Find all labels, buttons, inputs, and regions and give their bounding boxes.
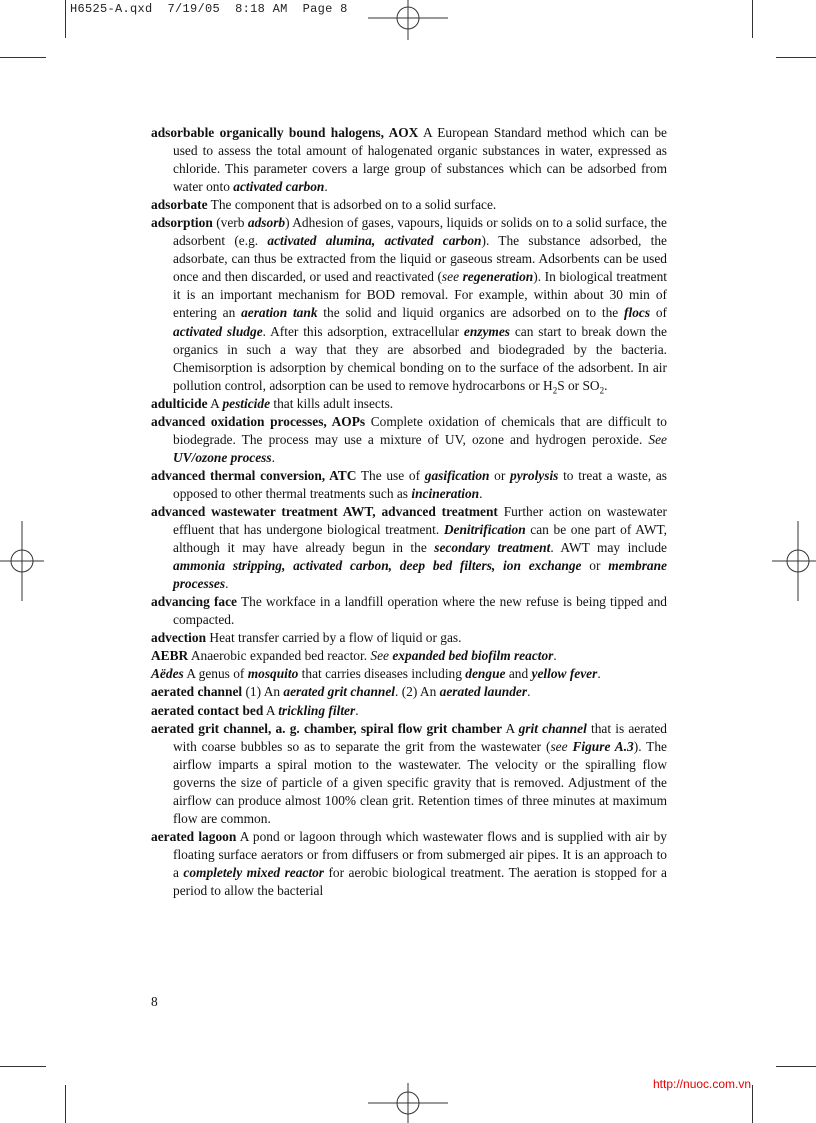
cross-reference: flocs	[624, 305, 651, 321]
definition-text: 2	[552, 385, 558, 396]
definition-text: A	[502, 720, 519, 736]
glossary-entry	[151, 665, 667, 683]
glossary-entry	[151, 467, 667, 503]
glossary-term: aerated channel	[151, 684, 243, 700]
cross-reference: pesticide	[222, 395, 271, 411]
cross-reference: activated alumina, activated carbon	[267, 233, 482, 249]
cross-reference: pyrolysis	[510, 467, 559, 483]
glossary-entry	[151, 196, 667, 214]
crop-mark-bottom-left-v	[65, 1085, 66, 1123]
cross-reference: activated carbon	[233, 179, 325, 195]
italic-text: See	[370, 648, 389, 664]
slug-page: Page 8	[302, 2, 348, 16]
cross-reference: ammonia stripping, activated carbon, deep bed filters, ion exchange	[173, 558, 582, 574]
definition-text: .	[604, 377, 608, 393]
definition-text: The component that is adsorbed on to a solid surface.	[207, 197, 497, 213]
italic-text: See	[648, 431, 667, 447]
cross-reference: expanded bed biofilm reactor	[392, 648, 554, 664]
page-number: 8	[151, 994, 158, 1009]
crop-mark-top-right-v	[752, 0, 753, 38]
definition-text: .	[479, 485, 483, 501]
definition-text: ). The substance adsorbed, the adsorbate, can thus be extracted from the liquid or gaseous stream. Adsorbents can be used once and then discarded, or used and reactivated (	[173, 233, 667, 285]
cross-reference: trickling filter	[278, 702, 356, 718]
crop-mark-top-right-h	[776, 57, 816, 58]
definition-text: to treat a waste, as opposed to other thermal treatments such as	[173, 467, 667, 501]
glossary-term: advanced wastewater treatment AWT, advanced treatment	[151, 503, 498, 519]
cross-reference: aeration tank	[241, 305, 318, 321]
glossary-entry	[151, 828, 667, 900]
cross-reference: aerated launder	[439, 684, 528, 700]
definition-text: . (2) An	[395, 684, 440, 700]
cross-reference: yellow fever	[531, 666, 598, 682]
glossary-entry	[151, 629, 667, 647]
definition-text: The workface in a landfill operation where the new refuse is being tipped and compacted.	[173, 594, 667, 628]
glossary-term: advancing face	[151, 594, 238, 610]
cross-reference: adsorb	[247, 215, 286, 231]
definition-text: and	[505, 666, 532, 682]
glossary-entry	[151, 503, 667, 593]
crop-mark-bottom-right-v	[752, 1085, 753, 1123]
definition-text: .	[324, 179, 328, 195]
footer-url-link[interactable]: http://nuoc.com.vn	[653, 1077, 752, 1091]
cross-reference: regeneration	[462, 269, 534, 285]
definition-text: that is aerated with coarse bubbles so as to separate the grit from the wastewater (	[173, 720, 668, 754]
definition-text: 2	[599, 385, 605, 396]
print-slug	[70, 2, 348, 16]
definition-text: ). In biological treatment it is an important mechanism for BOD removal. For example, within about 30 min of entering an	[173, 269, 667, 321]
definition-text: .	[527, 684, 531, 700]
definition-text: Heat transfer carried by a flow of liquid or gas.	[206, 630, 462, 646]
definition-text: or	[489, 467, 511, 483]
registration-mark-left-icon	[0, 521, 44, 601]
glossary-term: advanced thermal conversion, ATC	[151, 467, 357, 483]
glossary-term: aerated contact bed	[151, 702, 264, 718]
definition-text: A European Standard method which can be used to assess the total amount of halogenated organic substances in water, expressed as chloride. This parameter covers a large group of substances which can be adsorbed from water onto	[173, 125, 667, 195]
cross-reference: activated sludge	[173, 323, 263, 339]
crop-mark-top-left-h	[0, 57, 46, 58]
crop-mark-bottom-right-h	[776, 1066, 816, 1067]
definition-text: .	[597, 666, 601, 682]
cross-reference: incineration	[411, 485, 480, 501]
definition-text: A pond or lagoon through which wastewater flows and is supplied with air by floating surface aerators or from diffusers or from submerged air pipes. It is an approach to a	[173, 828, 667, 880]
registration-mark-right-icon	[772, 521, 816, 601]
definition-text: for aerobic biological treatment. The aeration is stopped for a period to allow the bacterial	[173, 864, 668, 898]
glossary-term: aerated lagoon	[151, 828, 237, 844]
cross-reference: mosquito	[247, 666, 299, 682]
crop-mark-bottom-left-h	[0, 1066, 46, 1067]
definition-text: that carries diseases including	[298, 666, 466, 682]
definition-text: .	[553, 648, 557, 664]
definition-text: S or SO	[557, 377, 600, 393]
slug-time: 8:18 AM	[235, 2, 288, 16]
cross-reference: membrane processes	[173, 558, 667, 592]
glossary-column	[151, 124, 667, 900]
slug-file: H6525-A.qxd	[70, 2, 153, 16]
glossary-term: AEBR	[151, 648, 189, 664]
cross-reference: enzymes	[463, 323, 510, 339]
definition-text: .	[355, 702, 359, 718]
glossary-entry	[151, 720, 667, 828]
glossary-term: adsorption	[151, 215, 213, 231]
glossary-term: advection	[151, 630, 207, 646]
definition-text: Further action on wastewater effluent that has undergone biological treatment.	[173, 503, 667, 538]
definition-text: can start to break down the organics in such a way that they are absorbed and biodegraded by the bacteria. Chemisorption is adsorption by chemical bonding on to the surface of the adsorbent. In air pollution control, adsorption can be used to remove hydrocarbons or H	[173, 323, 667, 393]
crop-mark-top-left-v	[65, 0, 66, 38]
definition-text: ) Adhesion of gases, vapours, liquids or solids on to a solid surface, the adsorbent (e.g.	[173, 215, 668, 249]
cross-reference: secondary treatment	[434, 540, 551, 556]
definition-text: .	[225, 576, 229, 592]
definition-text: . After this adsorption, extracellular	[262, 323, 464, 339]
glossary-entry	[151, 647, 667, 665]
definition-text: (verb	[212, 215, 248, 231]
glossary-entry	[151, 413, 667, 467]
cross-reference: dengue	[465, 666, 506, 682]
glossary-entry	[151, 395, 667, 413]
definition-text: A genus of	[183, 666, 248, 682]
definition-text: Complete oxidation of chemicals that are difficult to biodegrade. The process may use a mixture of UV, ozone and hydrogen peroxide.	[173, 413, 667, 447]
definition-text: (1) An	[242, 684, 284, 700]
glossary-entry	[151, 683, 667, 701]
definition-text: that kills adult insects.	[270, 395, 394, 411]
registration-mark-bottom-icon	[368, 1083, 448, 1123]
slug-date: 7/19/05	[167, 2, 221, 16]
definition-text: A	[207, 395, 223, 411]
definition-text: . AWT may include	[550, 540, 667, 556]
definition-text: Anaerobic expanded bed reactor.	[188, 648, 371, 664]
cross-reference: Figure A.3	[572, 738, 634, 754]
definition-text: the solid and liquid organics are adsorbed on to the	[317, 305, 625, 321]
glossary-term: adulticide	[151, 395, 208, 411]
definition-text: can be one part of AWT, although it may have already begun in the	[173, 522, 667, 556]
definition-text: of	[650, 305, 667, 321]
italic-text: see	[550, 738, 568, 754]
glossary-entry	[151, 124, 667, 196]
glossary-term: adsorbable organically bound halogens, AOX	[151, 125, 419, 140]
glossary-entry	[151, 214, 667, 394]
definition-text: or	[581, 558, 609, 574]
registration-mark-top-icon	[368, 0, 448, 40]
glossary-entry	[151, 702, 667, 720]
italic-text: see	[441, 269, 460, 285]
cross-reference: UV/ozone process	[173, 449, 272, 465]
cross-reference: completely mixed reactor	[183, 864, 324, 880]
definition-text: A	[263, 702, 279, 718]
glossary-term: Aëdes	[151, 666, 184, 682]
glossary-term: adsorbate	[151, 197, 208, 213]
cross-reference: Denitrification	[443, 522, 526, 538]
definition-text: The use of	[356, 467, 425, 483]
cross-reference: aerated grit channel	[283, 684, 396, 700]
definition-text: .	[271, 449, 275, 465]
glossary-term: advanced oxidation processes, AOPs	[151, 413, 366, 429]
glossary-term: aerated grit channel, a. g. chamber, spiral flow grit chamber	[151, 720, 503, 736]
cross-reference: grit channel	[518, 720, 587, 736]
cross-reference: gasification	[424, 467, 490, 483]
glossary-entry	[151, 593, 667, 629]
definition-text: ). The airflow imparts a spiral motion to the wastewater. The velocity or the spiralling flow governs the size of particle of a given specific gravity that is removed. Adjustment of the airflow can produce almost 100% clean grit. Retention times of three minutes at maximum flow are common.	[173, 738, 667, 826]
